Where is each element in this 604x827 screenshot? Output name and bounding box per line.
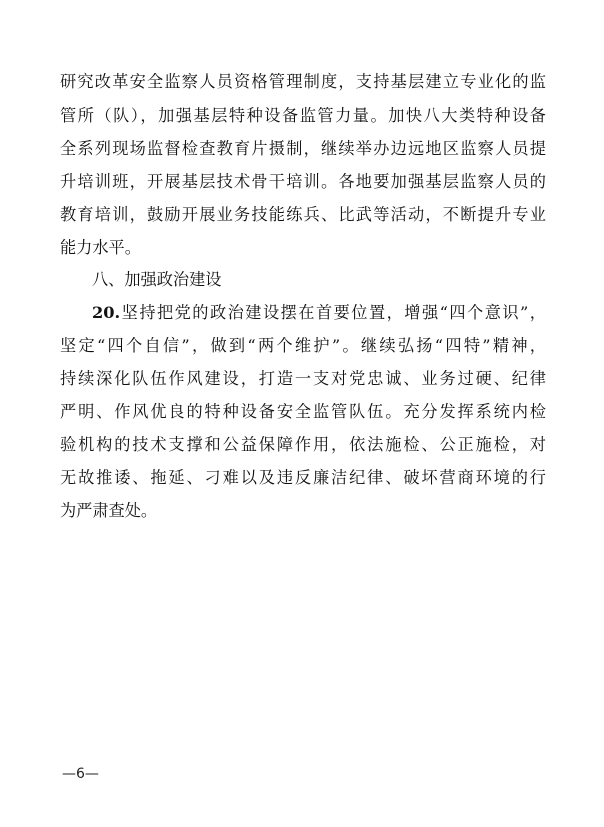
paragraph-line: 严明、作风优良的特种设备安全监管队伍。充分发挥系统内检 xyxy=(60,402,546,421)
paragraph-line: 无故推诿、拖延、刁难以及违反廉洁纪律、破坏营商环境的行 xyxy=(60,468,546,487)
paragraph-line: 管所（队），加强基层特种设备监管力量。加快八大类特种设备 xyxy=(60,106,546,125)
paragraph-line: 能力水平。 xyxy=(60,238,141,257)
paragraph-first-line xyxy=(92,301,546,325)
paragraph-line: 持续深化队伍作风建设，打造一支对党忠诚、业务过硬、纪律 xyxy=(60,369,546,388)
paragraph-line: 为严肃查处。 xyxy=(60,501,158,520)
paragraph-line: 验机构的技术支撑和公益保障作用，依法施检、公正施检，对 xyxy=(60,435,546,454)
paragraph-line-text: 坚持把党的政治建设摆在首要位置，增强“四个意识”， xyxy=(120,303,546,322)
page-number: —6— xyxy=(62,766,99,782)
paragraph-line: 坚定“四个自信”，做到“两个维护”。继续弘扬“四特”精神， xyxy=(60,336,546,355)
paragraph-line: 全系列现场监督检查教育片摄制，继续举办边远地区监察人员提 xyxy=(60,139,546,158)
paragraph-line: 研究改革安全监察人员资格管理制度，支持基层建立专业化的监 xyxy=(60,72,546,91)
paragraph-line: 升培训班，开展基层技术骨干培训。各地要加强基层监察人员的 xyxy=(60,172,546,191)
section-heading: 八、加强政治建设 xyxy=(92,270,222,289)
paragraph-line: 教育培训，鼓励开展业务技能练兵、比武等活动，不断提升专业 xyxy=(60,205,546,224)
item-number: 20. xyxy=(92,303,121,322)
